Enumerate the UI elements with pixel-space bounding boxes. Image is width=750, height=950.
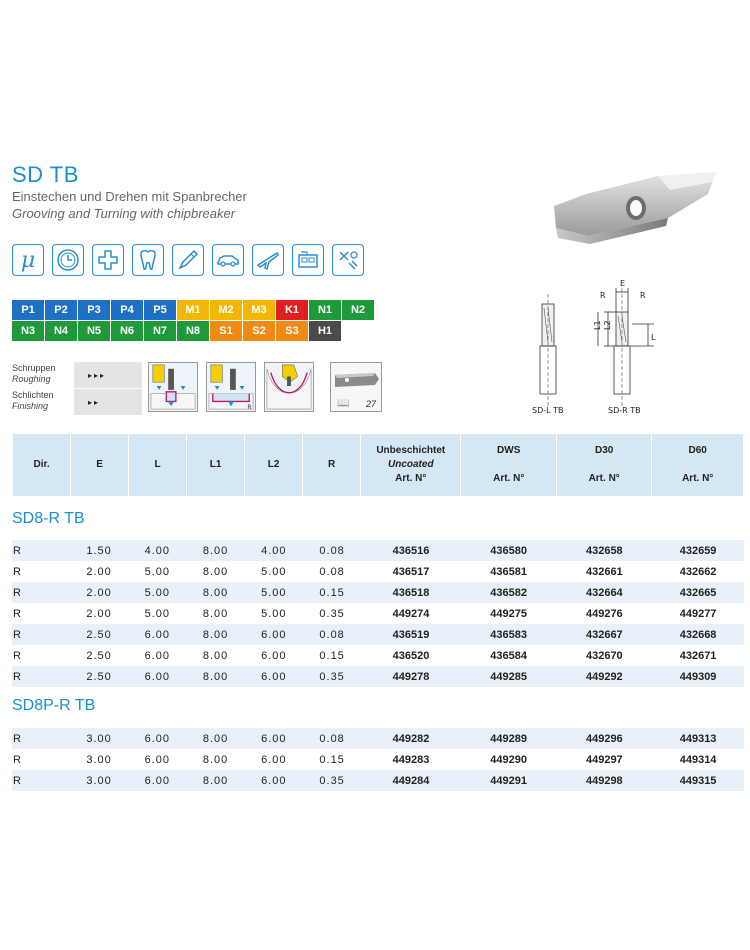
column-header-unc-line3: Art. N° xyxy=(395,473,427,484)
cell-dir: R xyxy=(12,540,70,561)
cell-dws: 449290 xyxy=(490,753,528,766)
cell-l2: 4.00 xyxy=(245,540,303,561)
column-header-r-line1: R xyxy=(327,459,336,470)
material-row-2 xyxy=(12,321,374,341)
table-row xyxy=(12,666,744,687)
pencil-icon xyxy=(172,244,204,276)
cell-r: 0.15 xyxy=(319,649,345,662)
cell-l1: 8.00 xyxy=(202,649,229,662)
cell-e: 2.50 xyxy=(70,666,128,687)
cell-r: 0.35 xyxy=(319,607,345,620)
material-m1: M1 xyxy=(177,300,209,320)
table-row xyxy=(12,728,744,749)
material-row-1 xyxy=(12,300,374,320)
cell-l1: 8.00 xyxy=(202,565,229,578)
cell-e: 2.00 xyxy=(86,565,112,578)
cell-r: 0.08 xyxy=(303,540,361,561)
cell-r: 0.35 xyxy=(303,770,361,791)
column-header-l xyxy=(129,434,186,496)
tools-icon xyxy=(332,244,364,276)
cell-d30: 449297 xyxy=(585,753,623,766)
material-n6: N6 xyxy=(111,321,143,341)
cell-r: 0.15 xyxy=(303,582,361,603)
cell-d60: 432662 xyxy=(679,565,717,578)
cell-d30: 432664 xyxy=(557,582,653,603)
finishing-marks: ▸▸ xyxy=(74,389,142,415)
material-n8: N8 xyxy=(177,321,209,341)
column-header-e xyxy=(71,434,128,496)
material-p5: P5 xyxy=(144,300,176,320)
roughing-label-en: Roughing xyxy=(12,374,51,384)
cell-l: 6.00 xyxy=(128,666,186,687)
cell-e: 3.00 xyxy=(86,753,112,766)
dim-r-left-label: R xyxy=(600,291,606,300)
cell-e: 2.50 xyxy=(70,624,128,645)
svg-text:R: R xyxy=(247,405,252,412)
column-header-d60-line1: D60 xyxy=(688,445,707,456)
finishing-label-en: Finishing xyxy=(12,401,49,411)
medical-cross-icon xyxy=(92,244,124,276)
cell-l2: 6.00 xyxy=(245,666,303,687)
column-header-l1-line1: L1 xyxy=(209,459,222,470)
material-p2: P2 xyxy=(45,300,77,320)
grooving-application-image xyxy=(148,362,198,412)
dim-r-right-label: R xyxy=(640,291,646,300)
cell-r: 0.35 xyxy=(303,666,361,687)
right-view xyxy=(598,288,654,408)
cell-d30: 449296 xyxy=(557,728,653,749)
table-section-sd8p-r xyxy=(12,728,744,791)
left-view-label: SD-L TB xyxy=(532,406,564,415)
subtitle-german: Einstechen und Drehen mit Spanbrecher xyxy=(12,189,247,204)
cell-l: 6.00 xyxy=(144,649,171,662)
table-row xyxy=(12,582,744,603)
material-n4: N4 xyxy=(45,321,77,341)
cell-l1: 8.00 xyxy=(186,624,244,645)
cell-e: 3.00 xyxy=(70,770,128,791)
cell-d60: 449313 xyxy=(652,728,744,749)
tooth-icon xyxy=(132,244,164,276)
airplane-icon xyxy=(252,244,284,276)
cell-l2: 5.00 xyxy=(245,582,303,603)
column-header-l2-line1: L2 xyxy=(267,459,280,470)
clock-icon xyxy=(52,244,84,276)
cell-dws: 449289 xyxy=(461,728,557,749)
cell-dir: R xyxy=(12,624,70,645)
cell-d30: 449298 xyxy=(557,770,653,791)
column-header-unc-line2: Uncoated xyxy=(387,459,434,470)
cell-unc: 436517 xyxy=(392,565,430,578)
material-m2: M2 xyxy=(210,300,242,320)
cell-r: 0.08 xyxy=(303,624,361,645)
cell-unc: 449283 xyxy=(392,753,430,766)
cell-l: 5.00 xyxy=(144,607,171,620)
cell-l2: 6.00 xyxy=(245,770,303,791)
cell-dir: R xyxy=(13,649,21,662)
reference-page-box xyxy=(330,362,382,412)
product-insert-image xyxy=(548,168,720,246)
column-header-d30-line1: D30 xyxy=(595,445,614,456)
legend-roughing xyxy=(12,362,142,388)
page-title: SD TB xyxy=(12,162,79,187)
column-header-d30-line3: Art. N° xyxy=(588,473,620,484)
cell-d60: 432671 xyxy=(679,649,717,662)
cell-d30: 432658 xyxy=(557,540,653,561)
material-s1: S1 xyxy=(210,321,242,341)
table-header xyxy=(12,434,744,496)
cell-l1: 8.00 xyxy=(202,607,229,620)
material-n3: N3 xyxy=(12,321,44,341)
cell-dir: R xyxy=(12,728,70,749)
cell-dir: R xyxy=(12,666,70,687)
material-n2: N2 xyxy=(342,300,374,320)
cell-unc: 436519 xyxy=(361,624,461,645)
cell-unc: 436518 xyxy=(361,582,461,603)
finishing-label-de: Schlichten xyxy=(12,390,54,400)
operation-legend xyxy=(12,362,142,416)
table-row xyxy=(12,603,744,624)
material-h1: H1 xyxy=(309,321,341,341)
table-row xyxy=(12,770,744,791)
cell-l: 4.00 xyxy=(128,540,186,561)
material-p3: P3 xyxy=(78,300,110,320)
column-header-dir-line1: Dir. xyxy=(33,459,50,470)
cell-r: 0.08 xyxy=(319,565,345,578)
cell-d60: 449315 xyxy=(652,770,744,791)
insert-thumbnail-image xyxy=(331,363,383,399)
cell-l2: 5.00 xyxy=(261,607,287,620)
cell-l2: 6.00 xyxy=(261,753,287,766)
material-k1: K1 xyxy=(276,300,308,320)
dim-l2-label: L2 xyxy=(603,320,612,330)
table-section-sd8-r xyxy=(12,540,744,687)
cell-l1: 8.00 xyxy=(186,540,244,561)
cell-e: 2.00 xyxy=(70,582,128,603)
mu-symbol-icon: μ xyxy=(12,244,44,276)
column-header-dws xyxy=(461,434,556,496)
cell-dir: R xyxy=(13,753,21,766)
cell-l: 6.00 xyxy=(128,624,186,645)
cell-dws: 436582 xyxy=(461,582,557,603)
machine-icon xyxy=(292,244,324,276)
cell-l1: 8.00 xyxy=(186,666,244,687)
left-view xyxy=(540,294,556,408)
cell-e: 2.50 xyxy=(86,649,112,662)
table-row xyxy=(12,645,744,666)
section-title-sd8p-r: SD8P-R TB xyxy=(12,697,96,714)
column-header-dir xyxy=(13,434,70,496)
profiling-application-image xyxy=(264,362,314,412)
table-row xyxy=(12,624,744,645)
cell-dws: 449285 xyxy=(461,666,557,687)
cell-d60: 449309 xyxy=(652,666,744,687)
table-row xyxy=(12,561,744,582)
column-header-l1 xyxy=(187,434,244,496)
roughing-label-de: Schruppen xyxy=(12,363,56,373)
cell-unc: 449282 xyxy=(361,728,461,749)
column-header-dws-line1: DWS xyxy=(497,445,521,456)
cell-l1: 8.00 xyxy=(186,728,244,749)
section-title-sd8-r: SD8-R TB xyxy=(12,510,85,527)
column-header-d60-line3: Art. N° xyxy=(682,473,714,484)
cell-dws: 436584 xyxy=(490,649,528,662)
material-grid xyxy=(12,300,374,342)
cell-d30: 432670 xyxy=(585,649,623,662)
cell-dws: 436583 xyxy=(461,624,557,645)
cell-l1: 8.00 xyxy=(186,582,244,603)
application-icons xyxy=(12,244,364,276)
dim-l-label: L xyxy=(651,333,656,342)
turning-application-image xyxy=(206,362,256,412)
cell-d60: 432665 xyxy=(652,582,744,603)
column-header-dws-line3: Art. N° xyxy=(493,473,525,484)
column-header-l2 xyxy=(245,434,302,496)
cell-e: 3.00 xyxy=(70,728,128,749)
cell-unc: 436520 xyxy=(392,649,430,662)
cell-dws: 449275 xyxy=(490,607,528,620)
cell-l: 5.00 xyxy=(144,565,171,578)
roughing-marks: ▸▸▸ xyxy=(74,362,142,388)
cell-l2: 6.00 xyxy=(245,624,303,645)
cell-d30: 432667 xyxy=(557,624,653,645)
column-header-unc xyxy=(361,434,460,496)
dim-e-label: E xyxy=(620,279,626,288)
cell-l1: 8.00 xyxy=(202,753,229,766)
material-n5: N5 xyxy=(78,321,110,341)
cell-dir: R xyxy=(12,582,70,603)
column-header-l-line1: L xyxy=(154,459,161,470)
cell-d60: 432668 xyxy=(652,624,744,645)
table-row xyxy=(12,749,744,770)
cell-unc: 449274 xyxy=(392,607,430,620)
cell-d30: 449292 xyxy=(557,666,653,687)
cell-dir: R xyxy=(12,770,70,791)
cell-dir: R xyxy=(13,565,21,578)
cell-dws: 436581 xyxy=(490,565,528,578)
column-header-r xyxy=(303,434,360,496)
material-m3: M3 xyxy=(243,300,275,320)
cell-r: 0.15 xyxy=(319,753,345,766)
legend-finishing xyxy=(12,389,142,415)
cell-l2: 6.00 xyxy=(261,649,287,662)
cell-d60: 449277 xyxy=(679,607,717,620)
subtitle-english: Grooving and Turning with chipbreaker xyxy=(12,206,236,221)
material-n1: N1 xyxy=(309,300,341,320)
column-header-unc-line1: Unbeschichtet xyxy=(376,445,446,456)
cell-unc: 449284 xyxy=(361,770,461,791)
column-header-d60 xyxy=(652,434,743,496)
cell-d60: 449314 xyxy=(679,753,717,766)
material-n7: N7 xyxy=(144,321,176,341)
cell-l: 5.00 xyxy=(128,582,186,603)
cell-l: 6.00 xyxy=(128,770,186,791)
dim-l1-label: L1 xyxy=(593,320,602,330)
table-row xyxy=(12,540,744,561)
cell-d30: 449276 xyxy=(585,607,623,620)
application-images xyxy=(148,362,314,412)
cell-l: 6.00 xyxy=(128,728,186,749)
technical-drawing xyxy=(508,268,670,418)
material-s3: S3 xyxy=(276,321,308,341)
cell-dws: 436580 xyxy=(461,540,557,561)
cell-unc: 449278 xyxy=(361,666,461,687)
cell-dws: 449291 xyxy=(461,770,557,791)
cell-dir: R xyxy=(13,607,21,620)
cell-l2: 5.00 xyxy=(261,565,287,578)
cell-l1: 8.00 xyxy=(186,770,244,791)
right-view-label: SD-R TB xyxy=(608,406,641,415)
car-icon xyxy=(212,244,244,276)
cell-e: 2.00 xyxy=(86,607,112,620)
material-p4: P4 xyxy=(111,300,143,320)
reference-page-number: 27 xyxy=(365,399,376,409)
material-p1: P1 xyxy=(12,300,44,320)
cell-d60: 432659 xyxy=(652,540,744,561)
cell-l: 6.00 xyxy=(144,753,171,766)
cell-e: 1.50 xyxy=(70,540,128,561)
book-icon: 📖 xyxy=(337,398,350,409)
cell-r: 0.08 xyxy=(303,728,361,749)
column-header-e-line1: E xyxy=(96,459,103,470)
cell-d30: 432661 xyxy=(585,565,623,578)
cell-unc: 436516 xyxy=(361,540,461,561)
cell-l2: 6.00 xyxy=(245,728,303,749)
column-header-d30 xyxy=(557,434,651,496)
material-s2: S2 xyxy=(243,321,275,341)
